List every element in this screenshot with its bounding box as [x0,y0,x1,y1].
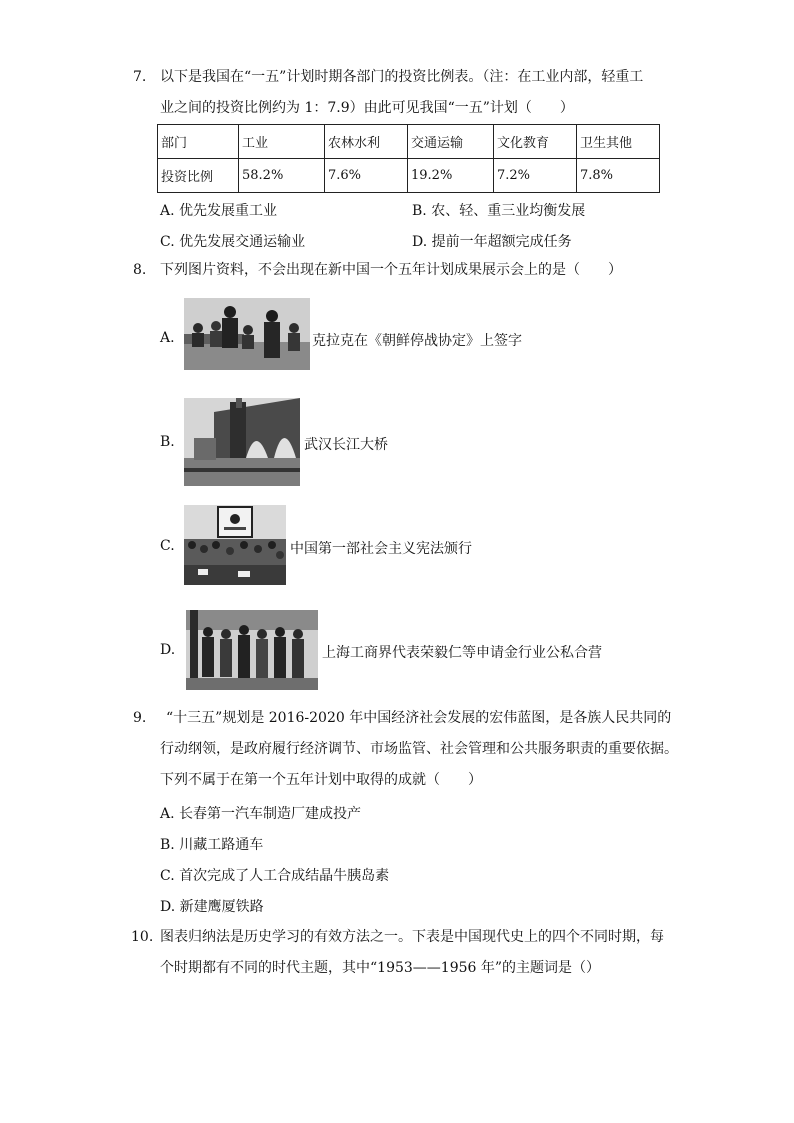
question-7-line-2: 业之间的投资比例约为 1：7.9）由此可见我国“一五”计划（ ） [160,100,574,116]
table-header-cell: 交通运输 [408,125,494,159]
public-private-merger-photo [186,610,318,690]
question-9-line-1: “十三五”规划是 2016-2020 年中国经济社会发展的宏伟蓝图，是各族人民共同的 [166,710,672,726]
table-header-cell: 卫生其他 [577,125,660,159]
table-header-cell: 农林水利 [325,125,408,159]
table-header-row [158,125,660,159]
option-b-caption: 武汉长江大桥 [304,437,388,453]
question-9-line-2: 行动纲领，是政府履行经济调节、市场监管、社会管理和公共服务职责的重要依据。 [160,741,678,757]
option-d-letter: D. [160,642,176,658]
table-cell: 7.2% [494,159,577,193]
option-c-letter: C. [160,538,175,554]
table-header-cell: 部门 [158,125,239,159]
question-10-number: 10. [131,929,154,945]
table-cell: 7.6% [325,159,408,193]
signing-photo [184,298,310,370]
question-7-line-1: 以下是我国在“一五”计划时期各部门的投资比例表。（注：在工业内部，轻重工 [160,69,644,85]
question-10-line-2: 个时期都有不同的时代主题，其中“1953——1956 年”的主题词是（） [160,960,601,976]
constitution-parade-photo [184,505,286,585]
table-cell: 58.2% [239,159,325,193]
option-c: C. 首次完成了人工合成结晶牛胰岛素 [160,868,390,884]
table-row [158,159,660,193]
option-d-caption: 上海工商界代表荣毅仁等申请金行业公私合营 [322,645,602,661]
option-a-caption: 克拉克在《朝鲜停战协定》上签字 [312,333,522,349]
option-b: B. 农、轻、重三业均衡发展 [412,203,586,219]
investment-table [157,124,660,193]
option-a-letter: A. [160,330,175,346]
option-c-caption: 中国第一部社会主义宪法颁行 [290,541,472,557]
question-9-line-3: 下列不属于在第一个五年计划中取得的成就（ ） [160,772,482,788]
bridge-photo [184,398,300,486]
question-8-line-1: 下列图片资料，不会出现在新中国一个五年计划成果展示会上的是（ ） [160,262,622,278]
option-a: A. 长春第一汽车制造厂建成投产 [160,806,362,822]
question-9-number: 9. [133,710,147,726]
table-cell: 19.2% [408,159,494,193]
question-10-line-1: 图表归纳法是历史学习的有效方法之一。下表是中国现代史上的四个不同时期，每 [160,929,664,945]
option-c: C. 优先发展交通运输业 [160,234,306,250]
table-header-cell: 工业 [239,125,325,159]
option-b-letter: B. [160,434,175,450]
option-a: A. 优先发展重工业 [160,203,278,219]
option-d: D. 新建鹰厦铁路 [160,899,264,915]
option-b: B. 川藏工路通车 [160,837,264,853]
question-8-number: 8. [133,262,147,278]
option-d: D. 提前一年超额完成任务 [412,234,572,250]
question-7-number: 7. [133,69,147,85]
table-cell: 7.8% [577,159,660,193]
table-header-cell: 文化教育 [494,125,577,159]
table-cell: 投资比例 [158,159,239,193]
